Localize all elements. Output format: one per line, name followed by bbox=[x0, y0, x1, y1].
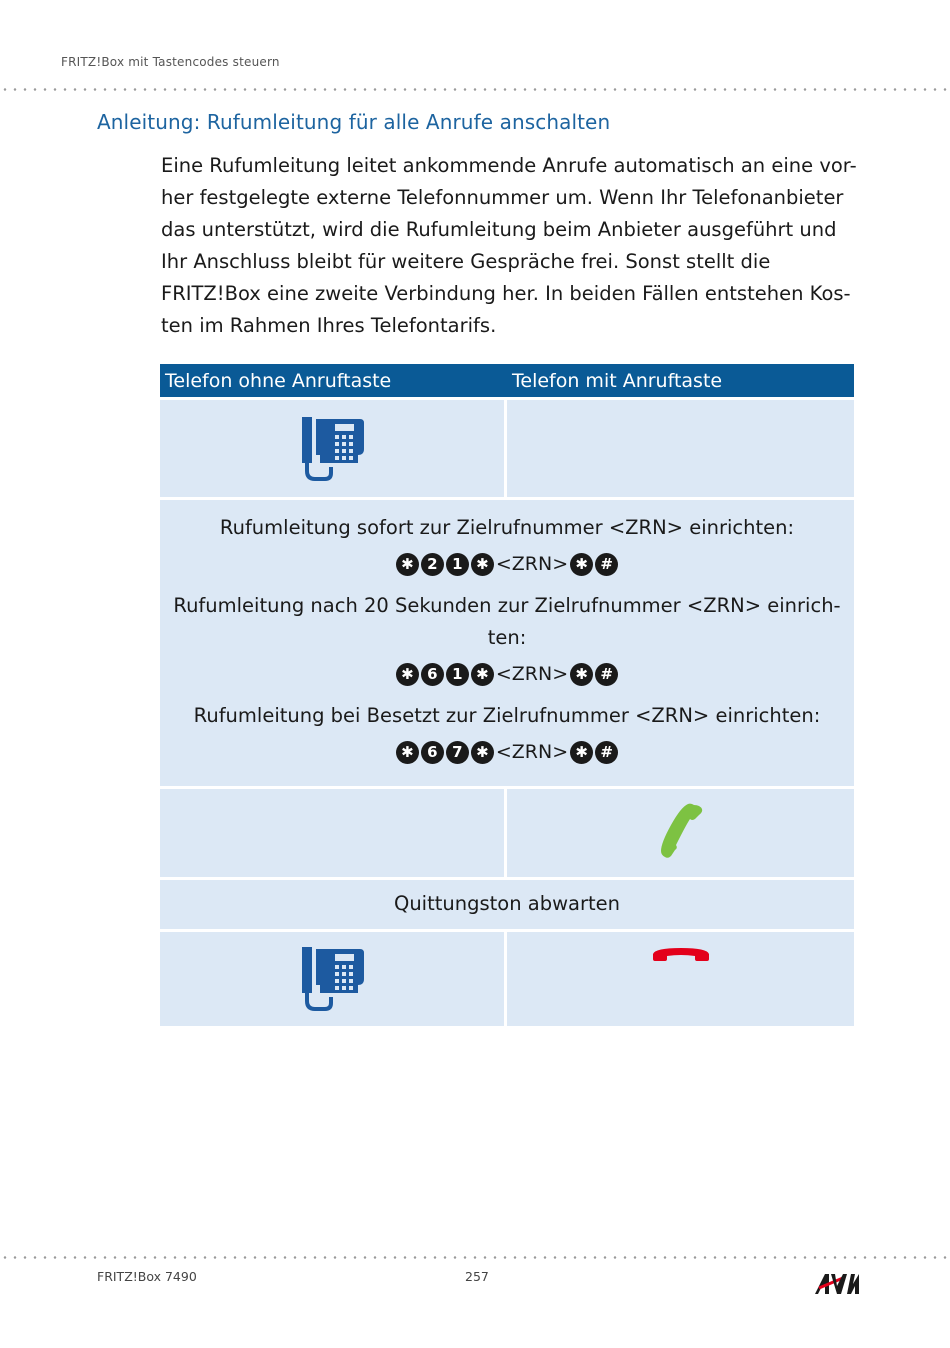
star-key-icon: ✱ bbox=[396, 741, 419, 764]
zrn-placeholder: <ZRN> bbox=[495, 663, 569, 685]
key-sequence bbox=[160, 654, 854, 694]
page-number: 257 bbox=[465, 1269, 489, 1284]
digit-key-icon: 1 bbox=[446, 553, 469, 576]
table-cell bbox=[160, 932, 507, 1026]
intro-line: Ihr Anschluss bleibt für weitere Gespräche frei. Sonst stellt die bbox=[161, 250, 771, 273]
code-description: Rufumleitung sofort zur Zielrufnummer <ZRN> einrichten: bbox=[219, 516, 795, 539]
intro-paragraph bbox=[161, 150, 861, 342]
instruction-table bbox=[160, 364, 854, 1026]
star-key-icon: ✱ bbox=[570, 553, 593, 576]
star-key-icon: ✱ bbox=[570, 741, 593, 764]
table-cell bbox=[507, 932, 854, 1026]
table-header bbox=[160, 364, 854, 397]
confirm-tone-text: Quittungston abwarten bbox=[393, 892, 621, 915]
table-row bbox=[160, 877, 854, 929]
star-key-icon: ✱ bbox=[570, 663, 593, 686]
avm-logo bbox=[815, 1272, 859, 1294]
handset-green-icon bbox=[656, 803, 706, 863]
zrn-placeholder: <ZRN> bbox=[495, 741, 569, 763]
star-key-icon: ✱ bbox=[471, 663, 494, 686]
code-description-line: ten: bbox=[487, 626, 527, 649]
digit-key-icon: 1 bbox=[446, 663, 469, 686]
table-row bbox=[160, 929, 854, 1026]
intro-line: FRITZ!Box eine zweite Verbindung her. In beiden Fällen entstehen Kos- bbox=[161, 282, 851, 305]
code-instructions bbox=[160, 500, 854, 786]
handset-red-icon bbox=[651, 946, 711, 962]
digit-key-icon: 7 bbox=[446, 741, 469, 764]
hash-key-icon: # bbox=[595, 663, 618, 686]
hash-key-icon: # bbox=[595, 741, 618, 764]
star-key-icon: ✱ bbox=[396, 553, 419, 576]
table-row bbox=[160, 397, 854, 497]
desk-phone-icon bbox=[298, 945, 366, 1013]
digit-key-icon: 2 bbox=[421, 553, 444, 576]
table-cell bbox=[507, 789, 854, 877]
key-sequence bbox=[160, 544, 854, 584]
zrn-placeholder: <ZRN> bbox=[495, 553, 569, 575]
intro-line: das unterstützt, wird die Rufumleitung beim Anbieter ausgeführt und bbox=[161, 218, 837, 241]
top-dotted-rule bbox=[0, 88, 950, 91]
star-key-icon: ✱ bbox=[471, 553, 494, 576]
intro-line: her festgelegte externe Telefonnummer um. Wenn Ihr Telefonanbieter bbox=[161, 186, 844, 209]
intro-line: ten im Rahmen Ihres Telefontarifs. bbox=[161, 314, 497, 337]
table-row bbox=[160, 786, 854, 877]
bottom-dotted-rule bbox=[0, 1256, 950, 1259]
column-header-right: Telefon mit Anruftaste bbox=[512, 370, 723, 392]
star-key-icon: ✱ bbox=[471, 741, 494, 764]
desk-phone-icon bbox=[298, 415, 366, 483]
code-description: Rufumleitung bei Besetzt zur Zielrufnummer <ZRN> einrichten: bbox=[193, 704, 821, 727]
code-description-line: Rufumleitung nach 20 Sekunden zur Zielrufnummer <ZRN> einrich- bbox=[173, 594, 841, 617]
running-head: FRITZ!Box mit Tastencodes steuern bbox=[61, 55, 280, 69]
table-cell bbox=[160, 789, 507, 877]
column-header-left: Telefon ohne Anruftaste bbox=[165, 370, 392, 392]
digit-key-icon: 6 bbox=[421, 663, 444, 686]
key-sequence bbox=[160, 732, 854, 772]
digit-key-icon: 6 bbox=[421, 741, 444, 764]
table-cell bbox=[160, 400, 507, 497]
intro-line: Eine Rufumleitung leitet ankommende Anrufe automatisch an eine vor- bbox=[161, 154, 857, 177]
table-row bbox=[160, 497, 854, 786]
table-cell bbox=[507, 400, 854, 497]
code-description bbox=[160, 590, 854, 654]
section-title: Anleitung: Rufumleitung für alle Anrufe anschalten bbox=[97, 110, 611, 134]
star-key-icon: ✱ bbox=[396, 663, 419, 686]
hash-key-icon: # bbox=[595, 553, 618, 576]
footer-product: FRITZ!Box 7490 bbox=[97, 1269, 197, 1284]
